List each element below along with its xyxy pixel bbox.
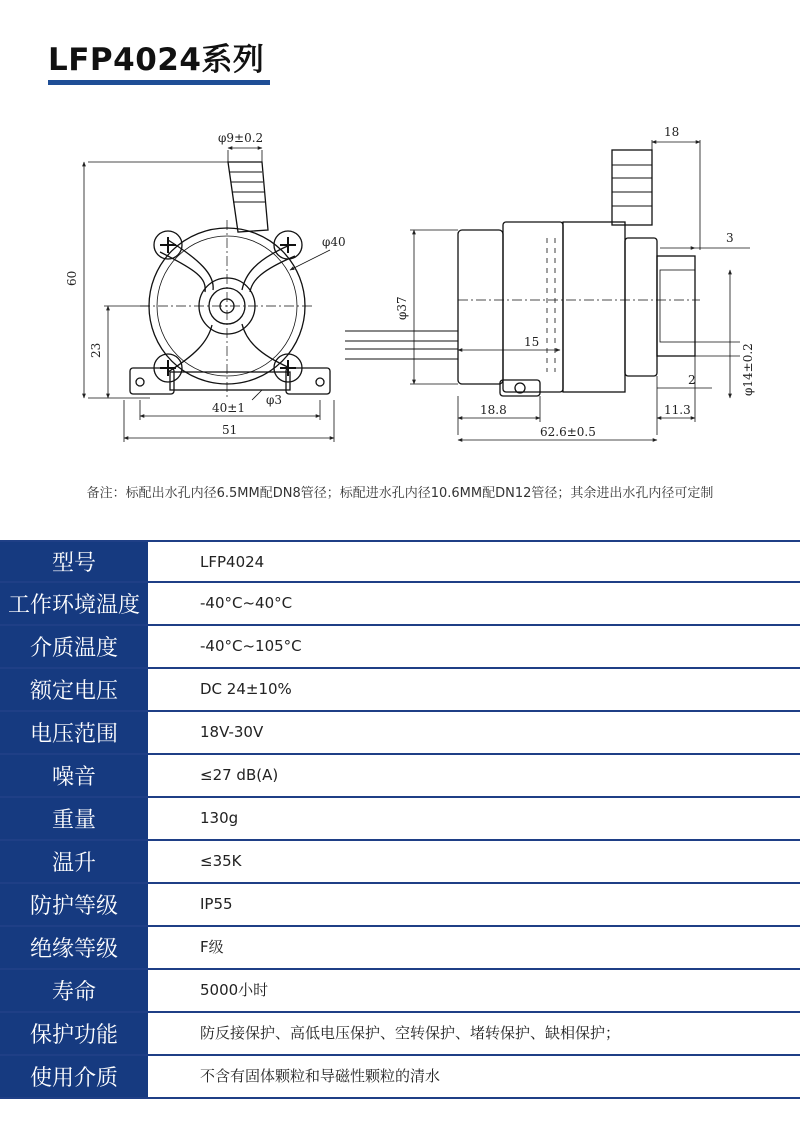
spec-row-weight	[0, 798, 800, 841]
spec-row-insulation-class	[0, 927, 800, 970]
technical-drawing	[0, 110, 800, 460]
dim-hole-dia: φ3	[266, 393, 283, 407]
spec-value: LFP4024	[200, 553, 265, 571]
dim-inlet-len: 11.3	[664, 403, 691, 417]
side-view	[345, 150, 700, 396]
side-dimensions	[410, 140, 750, 440]
dim-width: 51	[222, 423, 238, 437]
spec-label: 型号	[0, 542, 148, 581]
dim-flange: 3	[726, 231, 734, 245]
spec-value: -40°C~105°C	[200, 637, 302, 655]
spec-label: 绝缘等级	[0, 927, 148, 968]
spec-label: 噪音	[0, 755, 148, 796]
spec-value: -40°C~40°C	[200, 594, 293, 612]
spec-row-ambient-temp	[0, 583, 800, 626]
spec-label: 防护等级	[0, 884, 148, 925]
dim-front-len: 18.8	[480, 403, 507, 417]
dim-body-dia: φ40	[322, 235, 346, 249]
dim-height: 60	[65, 270, 79, 286]
spec-label: 工作环境温度	[0, 583, 148, 624]
dim-inlet-dia: φ14±0.2	[741, 343, 755, 396]
spec-label: 电压范围	[0, 712, 148, 753]
spec-row-medium-temp	[0, 626, 800, 669]
spec-value: DC 24±10%	[200, 680, 292, 698]
spec-row-voltage-range	[0, 712, 800, 755]
dim-total-len: 62.6±0.5	[540, 425, 596, 439]
dim-side-body-dia: φ37	[395, 296, 409, 320]
front-labels	[65, 131, 346, 437]
spec-row-protection-functions	[0, 1013, 800, 1056]
spec-row-lifetime	[0, 970, 800, 1013]
spec-label: 保护功能	[0, 1013, 148, 1054]
spec-label: 介质温度	[0, 626, 148, 667]
spec-value: 防反接保护、高低电压保护、空转保护、堵转保护、缺相保护；	[200, 1024, 621, 1042]
spec-value: 130g	[200, 809, 239, 827]
title-underline	[48, 80, 270, 85]
spec-value: ≤35K	[200, 852, 242, 870]
dim-mount-height: 23	[89, 342, 103, 358]
remark-note: 备注：标配出水孔内径6.5MM配DN8管径；标配进水孔内径10.6MM配DN12管径；其余进出水孔内径可定制	[86, 486, 714, 501]
spec-row-model	[0, 540, 800, 583]
spec-row-noise	[0, 755, 800, 798]
dim-step: 2	[688, 373, 696, 387]
spec-label: 寿命	[0, 970, 148, 1011]
spec-label: 额定电压	[0, 669, 148, 710]
spec-table	[0, 540, 800, 1099]
spec-label: 温升	[0, 841, 148, 882]
dim-hole-spacing: 40±1	[212, 401, 245, 415]
dim-wire-len: 15	[524, 335, 540, 349]
dim-outlet-width: 18	[664, 125, 680, 139]
spec-value: F级	[200, 938, 224, 956]
spec-label: 重量	[0, 798, 148, 839]
front-view	[130, 162, 330, 400]
spec-label: 使用介质	[0, 1056, 148, 1097]
dim-outlet-dia: φ9±0.2	[218, 131, 264, 145]
spec-row-protection-grade	[0, 884, 800, 927]
spec-value: 18V-30V	[200, 723, 264, 741]
spec-row-medium	[0, 1056, 800, 1099]
spec-value: 不含有固体颗粒和导磁性颗粒的清水	[200, 1067, 441, 1085]
spec-row-temp-rise	[0, 841, 800, 884]
spec-value: ≤27 dB(A)	[200, 766, 279, 784]
page-title: LFP4024系列	[48, 42, 265, 78]
spec-value: 5000小时	[200, 981, 269, 999]
spec-row-rated-voltage	[0, 669, 800, 712]
spec-value: IP55	[200, 895, 233, 913]
